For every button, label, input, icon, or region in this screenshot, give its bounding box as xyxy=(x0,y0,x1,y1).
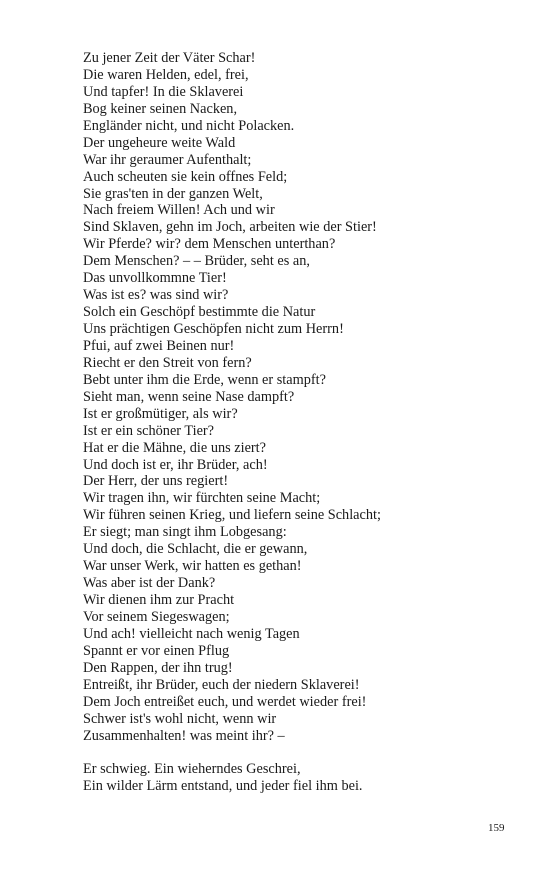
poem-line: Das unvollkommne Tier! xyxy=(83,270,227,287)
poem-line: Spannt er vor einen Pflug xyxy=(83,642,230,659)
poem-line: Was aber ist der Dank? xyxy=(83,575,216,592)
poem-line: Dem Joch entreißet euch, und werdet wieder frei! xyxy=(83,693,367,710)
poem-line: War ihr geraumer Aufenthalt; xyxy=(83,151,252,168)
page-number: 159 xyxy=(488,822,505,834)
poem-line: Er schwieg. Ein wieherndes Geschrei, xyxy=(83,761,301,778)
poem-line: Ist er großmütiger, als wir? xyxy=(83,405,238,422)
poem-line: Pfui, auf zwei Beinen nur! xyxy=(83,337,235,354)
stanza-break xyxy=(83,744,523,761)
poem-line: Der Herr, der uns regiert! xyxy=(83,473,229,490)
poem-line: Und tapfer! In die Sklaverei xyxy=(83,83,244,100)
stanza-1 xyxy=(83,50,523,744)
poem-line: Und ach! vielleicht nach wenig Tagen xyxy=(83,625,300,642)
poem-line: Auch scheuten sie kein offnes Feld; xyxy=(83,168,288,185)
poem-line: Ist er ein schöner Tier? xyxy=(83,422,215,439)
poem-line: Die waren Helden, edel, frei, xyxy=(83,66,249,83)
poem-line: Solch ein Geschöpf bestimmte die Natur xyxy=(83,304,316,321)
poem-line: Nach freiem Willen! Ach und wir xyxy=(83,202,275,219)
poem-line: Riecht er den Streit von fern? xyxy=(83,354,252,371)
poem-line: Zu jener Zeit der Väter Schar! xyxy=(83,50,256,66)
poem-line: Vor seinem Siegeswagen; xyxy=(83,608,230,625)
poem-line: Wir dienen ihm zur Pracht xyxy=(83,592,235,608)
poem-line: Engländer nicht, und nicht Polacken. xyxy=(83,117,295,134)
poem-line: Dem Menschen? – – Brüder, seht es an, xyxy=(83,253,310,270)
poem-text xyxy=(83,50,523,795)
poem-line: Wir führen seinen Krieg, und liefern seine Schlacht; xyxy=(83,507,381,524)
poem-line: Entreißt, ihr Brüder, euch der niedern Sklaverei! xyxy=(83,676,360,693)
poem-line: War unser Werk, wir hatten es gethan! xyxy=(83,558,302,575)
poem-line: Wir tragen ihn, wir fürchten seine Macht; xyxy=(83,490,321,507)
poem-line: Er siegt; man singt ihm Lobgesang: xyxy=(83,524,287,541)
poem-line: Wir Pferde? wir? dem Menschen unterthan? xyxy=(83,236,336,253)
stanza-2 xyxy=(83,761,523,795)
poem-line: Zusammenhalten! was meint ihr? – xyxy=(83,727,285,744)
poem-line: Der ungeheure weite Wald xyxy=(83,134,236,151)
poem-line: Und doch ist er, ihr Brüder, ach! xyxy=(83,456,268,473)
poem-line: Schwer ist's wohl nicht, wenn wir xyxy=(83,710,277,727)
poem-line: Und doch, die Schlacht, die er gewann, xyxy=(83,541,308,558)
poem-line: Sie gras'ten in der ganzen Welt, xyxy=(83,185,263,202)
poem-line: Was ist es? was sind wir? xyxy=(83,287,229,304)
poem-line: Ein wilder Lärm entstand, und jeder fiel ihm bei. xyxy=(83,778,363,795)
poem-line: Sieht man, wenn seine Nase dampft? xyxy=(83,388,295,405)
poem-line: Bog keiner seinen Nacken, xyxy=(83,100,238,117)
poem-line: Den Rappen, der ihn trug! xyxy=(83,659,233,676)
poem-line: Sind Sklaven, gehn im Joch, arbeiten wie der Stier! xyxy=(83,219,377,236)
poem-line: Hat er die Mähne, die uns ziert? xyxy=(83,439,267,456)
poem-line: Uns prächtigen Geschöpfen nicht zum Herrn! xyxy=(83,321,344,337)
poem-line: Bebt unter ihm die Erde, wenn er stampft? xyxy=(83,371,326,388)
